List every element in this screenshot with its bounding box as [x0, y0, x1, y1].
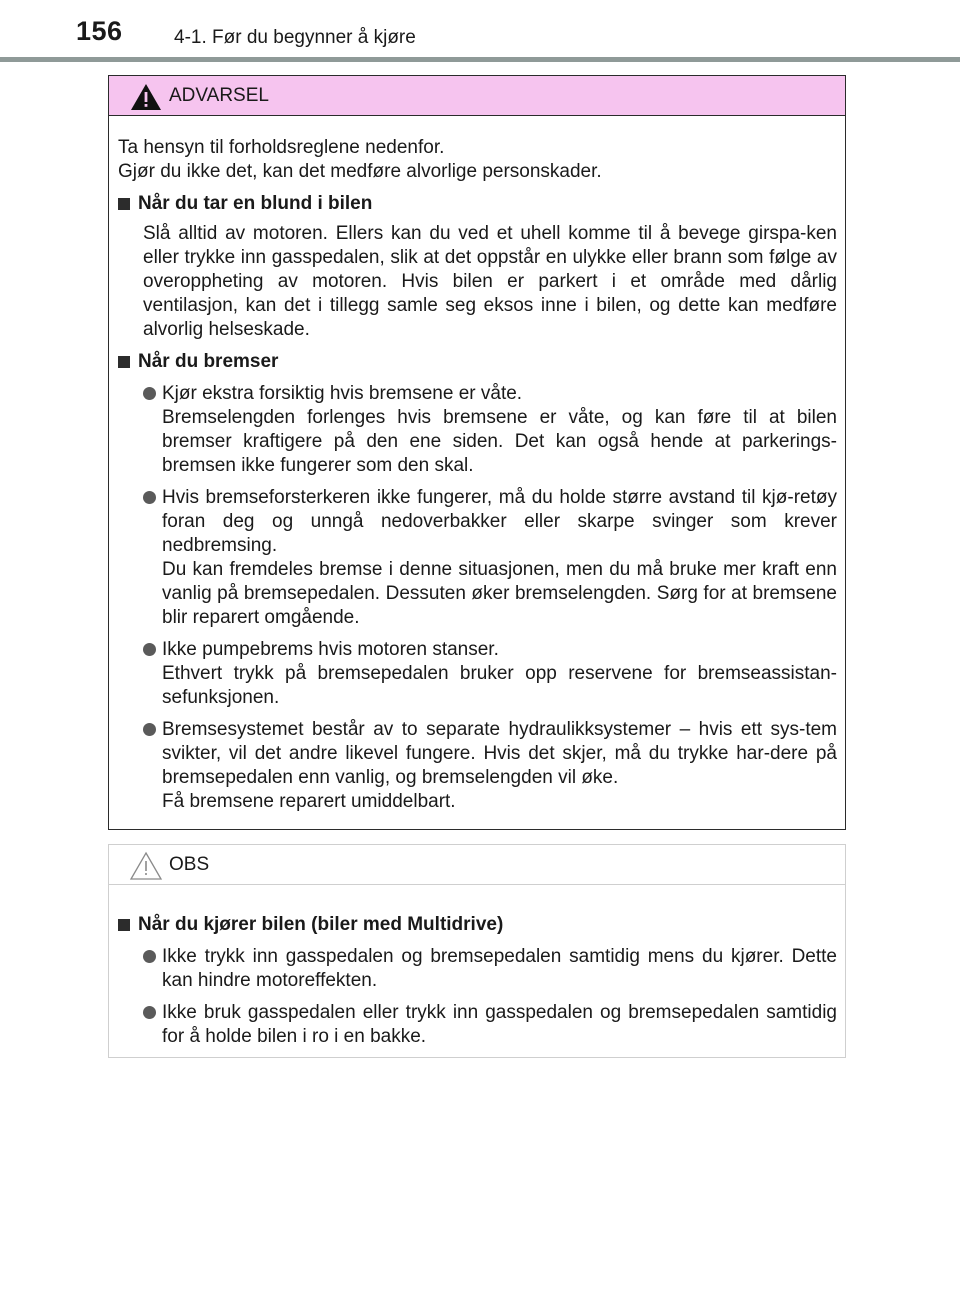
- notice-box-header: [109, 845, 845, 885]
- warning-box-title: ADVARSEL: [169, 85, 269, 106]
- warning-box-body: [109, 116, 845, 814]
- page-number: 156: [76, 16, 123, 46]
- list-item-text: [162, 945, 837, 993]
- list-item-line: Ikke bruk gasspedalen eller trykk inn gasspedalen og bremsepedalen samtidig for å holde bilen i ro i en bakke.: [162, 1002, 837, 1047]
- list-item-line: Du kan fremdeles bremse i denne situasjonen, men du må bruke mer kraft enn vanlig på bremsepedalen. Dessuten øker bremselengden. Sørg for at bremsene blir reparert omgående.: [162, 559, 837, 628]
- list-item-line: Bremselengden forlenges hvis bremsene er våte, og kan føre til at bilen bremser kraftigere på den ene siden. Det kan også hende at parkerings-bremsen ikke fungerer som den skal.: [162, 407, 837, 476]
- section-heading-text: Når du kjører bilen (biler med Multidrive): [138, 914, 504, 935]
- section-heading: [118, 192, 837, 216]
- notice-box: [108, 844, 846, 1058]
- section-heading-text: Når du tar en blund i bilen: [138, 193, 373, 214]
- section-heading: [118, 350, 837, 374]
- circle-bullet-icon: [143, 723, 156, 736]
- section-title: 4-1. Før du begynner å kjøre: [174, 27, 416, 48]
- list-item-line: Hvis bremseforsterkeren ikke fungerer, må du holde større avstand til kjø-retøy foran deg og unngå nedoverbakker eller skarpe svinger som krever nedbremsing.: [162, 487, 837, 556]
- list-item: [143, 638, 837, 710]
- section-paragraph: Slå alltid av motoren. Ellers kan du ved et uhell komme til å bevege girspa-ken eller trykke inn gasspedalen, slik at det oppstår en ulykke eller brann som følge av overoppheting av motoren. Hvis bilen er parkert i et område med dårlig ventilasjon, kan det i tillegg samle seg eksos inne i bilen, og dette kan medføre alvorlig helseskade.: [143, 223, 837, 340]
- list-item-line: Ethvert trykk på bremsepedalen bruker opp reservene for bremseassistan-sefunksjonen.: [162, 663, 837, 708]
- circle-bullet-icon: [143, 1006, 156, 1019]
- warning-intro-line: Ta hensyn til forholdsreglene nedenfor.: [118, 137, 445, 158]
- list-item-text: [162, 486, 837, 630]
- list-item-line: Bremsesystemet består av to separate hydraulikksystemer – hvis ett sys-tem svikter, vil det andre likevel fungere. Hvis det skjer, må du trykke har-dere på bremsepedalen enn vanlig, og bremselengden vil øke.: [162, 719, 837, 788]
- list-item-text: [162, 718, 837, 814]
- list-item: [143, 945, 837, 993]
- notice-box-title: OBS: [169, 854, 210, 875]
- list-item-text: [162, 638, 837, 710]
- square-bullet-icon: [118, 356, 130, 368]
- list-item-line: Ikke trykk inn gasspedalen og bremsepedalen samtidig mens du kjører. Dette kan hindre motoreffekten.: [162, 946, 837, 991]
- list-item: [143, 382, 837, 478]
- section-heading-text: Når du bremser: [138, 351, 279, 372]
- notice-box-body: [109, 885, 845, 1049]
- warning-box: [108, 75, 846, 830]
- list-item: [143, 718, 837, 814]
- header-rule: [0, 57, 960, 62]
- square-bullet-icon: [118, 198, 130, 210]
- circle-bullet-icon: [143, 643, 156, 656]
- list-item: [143, 1001, 837, 1049]
- warning-intro: [118, 136, 837, 184]
- notice-section-multidrive: [118, 913, 837, 1049]
- square-bullet-icon: [118, 919, 130, 931]
- circle-bullet-icon: [143, 491, 156, 504]
- circle-bullet-icon: [143, 387, 156, 400]
- warning-triangle-filled-icon: [129, 82, 163, 112]
- list-item-text: [162, 1001, 837, 1049]
- warning-section-braking: [118, 350, 837, 814]
- warning-intro-line: Gjør du ikke det, kan det medføre alvorlige personskader.: [118, 161, 602, 182]
- list-item-line: Ikke pumpebrems hvis motoren stanser.: [162, 639, 499, 660]
- list-item-line: Få bremsene reparert umiddelbart.: [162, 791, 456, 812]
- warning-box-header: [109, 76, 845, 116]
- list-item-line: Kjør ekstra forsiktig hvis bremsene er våte.: [162, 383, 523, 404]
- section-heading: [118, 913, 837, 937]
- warning-triangle-outline-icon: [129, 851, 163, 881]
- page-header: [0, 0, 960, 62]
- circle-bullet-icon: [143, 950, 156, 963]
- list-item: [143, 486, 837, 630]
- warning-section-nap: [118, 192, 837, 342]
- list-item-text: [162, 382, 837, 478]
